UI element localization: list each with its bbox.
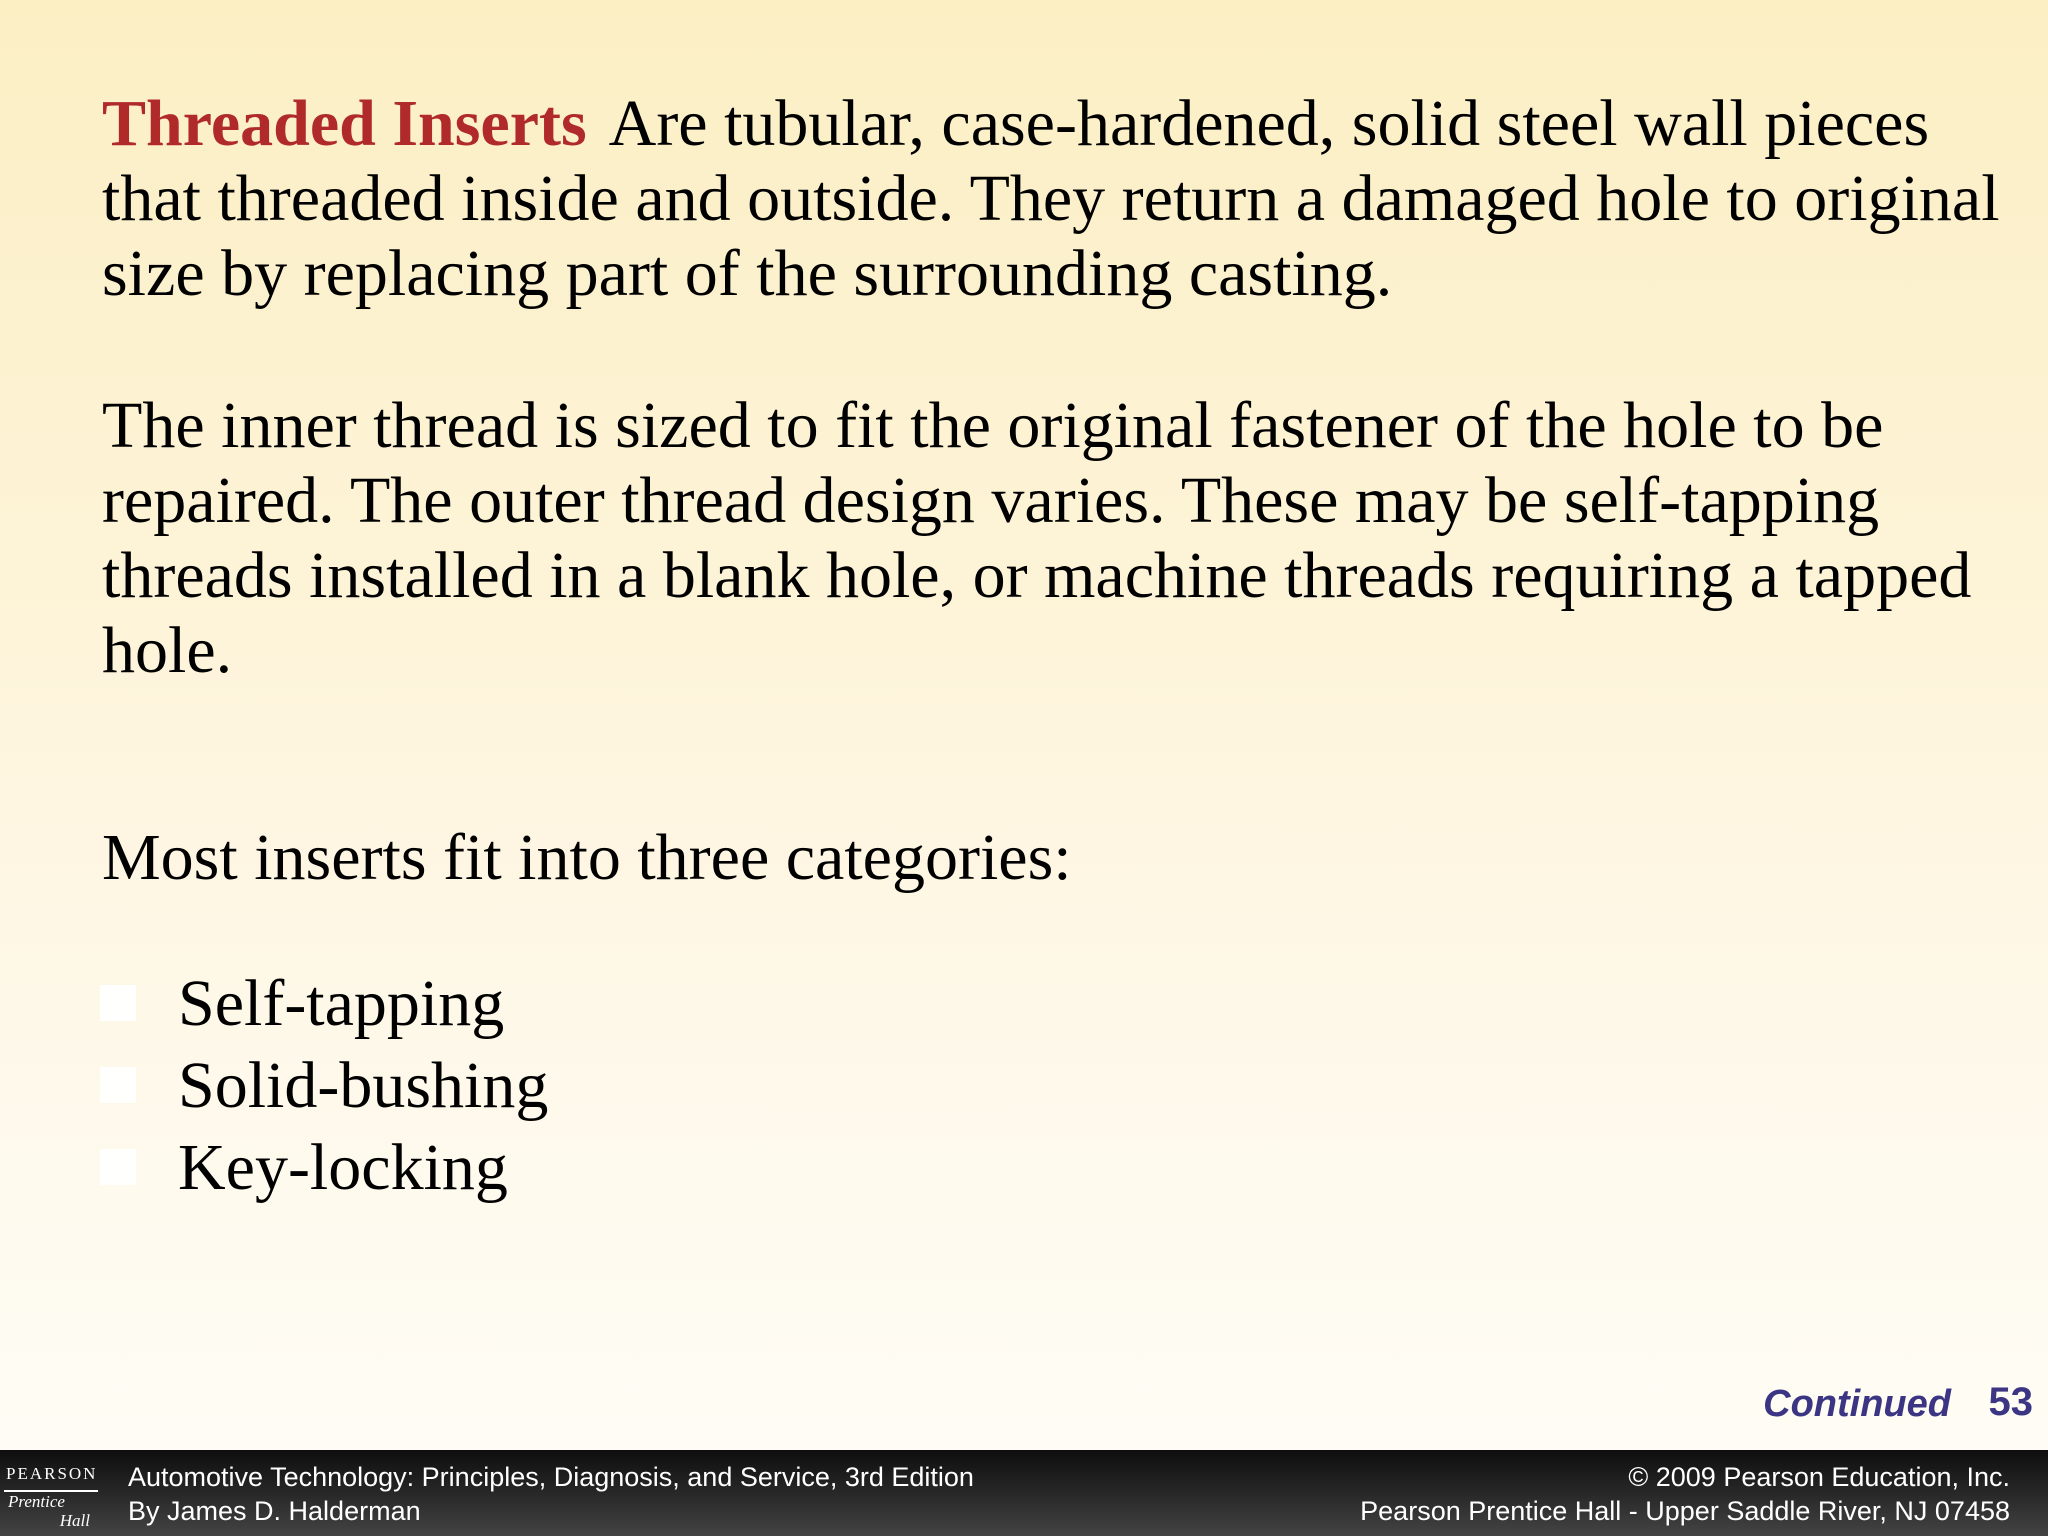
square-bullet-icon <box>100 1067 136 1103</box>
footer-bar <box>0 1450 2048 1536</box>
publisher: Pearson Prentice Hall - Upper Saddle River, NJ 07458 <box>1360 1496 2010 1526</box>
page-number: 53 <box>1988 1380 2033 1424</box>
list-item-label: Solid-bushing <box>178 1049 549 1122</box>
term-heading: Threaded Inserts <box>102 87 587 160</box>
list-item <box>100 1045 548 1127</box>
continued-label: Continued <box>1763 1383 1951 1425</box>
intro-text: Are tubular, case-hardened, solid steel wall pieces that threaded inside and outside. They return a damaged hole to original size by replacing part of the surrounding casting. <box>102 87 2000 310</box>
list-item-label: Self-tapping <box>178 967 505 1040</box>
footer-book-info <box>128 1460 974 1528</box>
square-bullet-icon <box>100 1149 136 1185</box>
book-title: Automotive Technology: Principles, Diagnosis, and Service, 3rd Edition <box>128 1462 974 1492</box>
logo-prentice-hall-text <box>8 1492 94 1530</box>
logo-prentice: Prentice <box>8 1492 65 1511</box>
pearson-prentice-hall-logo <box>0 1450 102 1536</box>
logo-pearson-text: PEARSON <box>6 1464 98 1483</box>
logo-hall: Hall <box>59 1511 90 1530</box>
intro-paragraph <box>102 86 2002 311</box>
footer-publisher-info <box>1360 1460 2010 1528</box>
copyright: © 2009 Pearson Education, Inc. <box>1628 1462 2010 1492</box>
thread-description-paragraph: The inner thread is sized to fit the original fastener of the hole to be repaired. The outer thread design varies. These may be self-tapping threads installed in a blank hole, or machine threads requiring a tapped hole. <box>102 389 1972 687</box>
categories-intro: Most inserts fit into three categories: <box>102 821 1072 894</box>
square-bullet-icon <box>100 985 136 1021</box>
book-author: By James D. Halderman <box>128 1496 421 1526</box>
list-item <box>100 963 548 1045</box>
category-list <box>100 963 548 1209</box>
list-item <box>100 1127 548 1209</box>
list-item-label: Key-locking <box>178 1131 508 1204</box>
